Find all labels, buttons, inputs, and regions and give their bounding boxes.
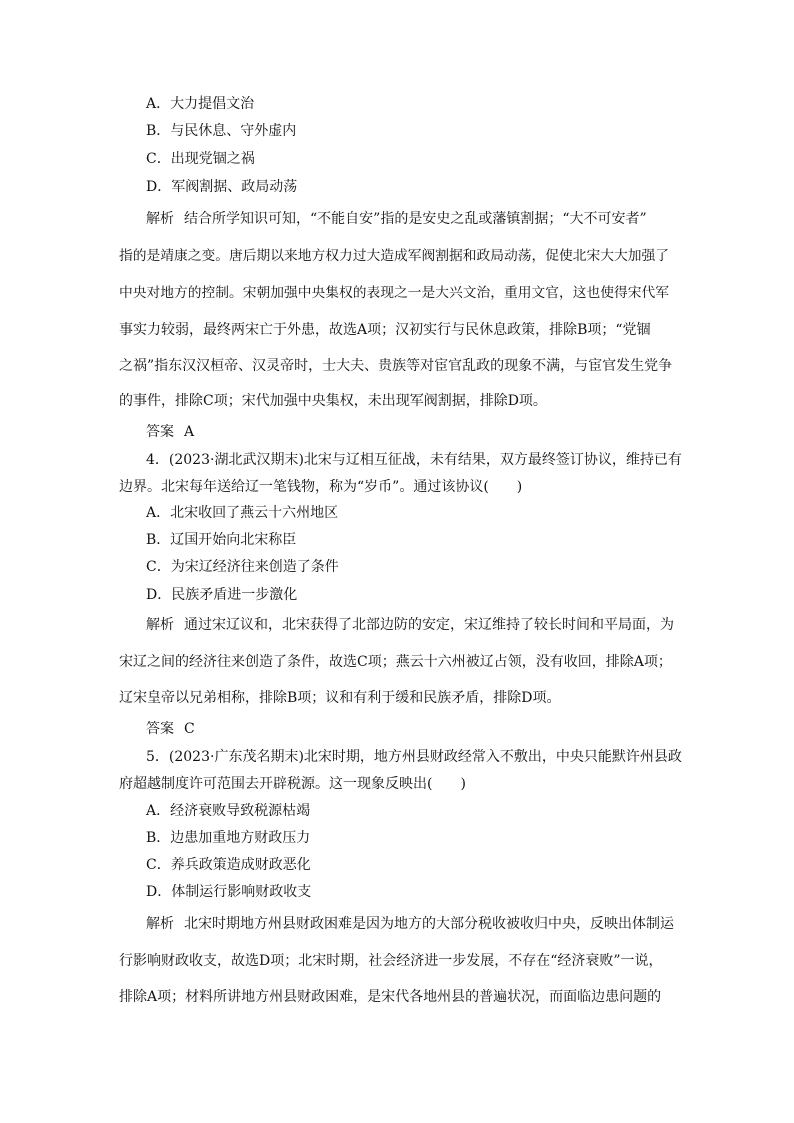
q4-answer (146, 719, 195, 739)
analysis-label: 解析 (146, 916, 174, 932)
q4-analysis-line-1 (119, 615, 701, 635)
q3-option-b: B．与民休息、守外虚内 (146, 123, 297, 139)
answer-label: 答案 (146, 721, 174, 737)
q4-option-b: B．辽国开始向北宋称臣 (146, 532, 297, 548)
analysis-label: 解析 (146, 617, 174, 633)
q5-stem-line-2: 府超越制度许可范围去开辟税源。这一现象反映出( ) (119, 776, 466, 792)
q5-option-c: C．养兵政策造成财政恶化 (146, 857, 311, 873)
q3-option-c: C．出现党锢之祸 (146, 151, 255, 167)
analysis-label: 解析 (146, 211, 174, 227)
q3-answer (146, 422, 194, 442)
analysis-text: 通过宋辽议和，北宋获得了北部边防的安定，宋辽维持了较长时间和平局面，为 (184, 617, 674, 633)
analysis-text: 结合所学知识可知，“不能自安”指的是安史之乱或藩镇割据；“大不可安者” (184, 211, 647, 227)
q3-analysis-line-5: 之祸”指东汉汉桓帝、汉灵帝时，士大夫、贵族等对宦官乱政的现象不满，与宦官发生党争 (119, 358, 673, 374)
q3-analysis-line-4: 事实力较弱，最终两宋亡于外患，故选A项；汉初实行与民休息政策，排除B项；“党锢 (119, 322, 651, 338)
q3-analysis-line-1 (119, 209, 701, 229)
answer-label: 答案 (146, 424, 174, 440)
q3-analysis-line-2: 指的是靖康之变。唐后期以来地方权力过大造成军阀割据和政局动荡，促使北宋大大加强了 (119, 248, 670, 264)
q5-analysis-line-1 (119, 914, 701, 934)
q5-analysis-line-2: 行影响财政收支，故选D项；北宋时期，社会经济进一步发展，不存在“经济衰败”一说， (119, 953, 663, 969)
q5-option-a: A．经济衰败导致税源枯竭 (146, 803, 311, 819)
q4-stem-line-1: 4．(2023·湖北武汉期末)北宋与辽相互征战，未有结果，双方最终签订协议，维持已有 (146, 452, 682, 468)
q4-analysis-line-2: 宋辽之间的经济往来创造了条件，故选C项；燕云十六州被辽占领，没有收回，排除A项； (119, 654, 672, 670)
q4-option-d: D．民族矛盾进一步激化 (146, 587, 298, 603)
q3-analysis-line-6: 的事件，排除C项；宋代加强中央集权，未出现军阀割据，排除D项。 (119, 393, 547, 409)
q5-option-b: B．边患加重地方财政压力 (146, 830, 311, 846)
q3-option-d: D．军阀割据、政局动荡 (146, 179, 298, 195)
q4-analysis-line-3: 辽宋皇帝以兄弟相称，排除B项；议和有利于缓和民族矛盾，排除D项。 (119, 690, 561, 706)
q4-stem-line-2: 边界。北宋每年送给辽一笔钱物，称为“岁币”。通过该协议( ) (119, 479, 523, 495)
q3-option-a: A．大力提倡文治 (146, 96, 255, 112)
answer-value: C (184, 721, 195, 737)
analysis-text: 北宋时期地方州县财政困难是因为地方的大部分税收被收归中央，反映出体制运 (184, 916, 674, 932)
q5-analysis-line-3: 排除A项；材料所讲地方州县财政困难，是宋代各地州县的普遍状况，而面临边患问题的 (119, 989, 662, 1005)
q5-stem-line-1: 5．(2023·广东茂名期末)北宋时期，地方州县财政经常入不敷出，中央只能默许州县政 (146, 749, 682, 765)
q3-analysis-line-3: 中央对地方的控制。宋朝加强中央集权的表现之一是大兴文治，重用文官，这也使得宋代军 (119, 285, 670, 301)
q4-option-c: C．为宋辽经济往来创造了条件 (146, 559, 339, 575)
q5-option-d: D．体制运行影响财政收支 (146, 884, 312, 900)
q4-option-a: A．北宋收回了燕云十六州地区 (146, 505, 339, 521)
answer-value: A (184, 424, 195, 440)
